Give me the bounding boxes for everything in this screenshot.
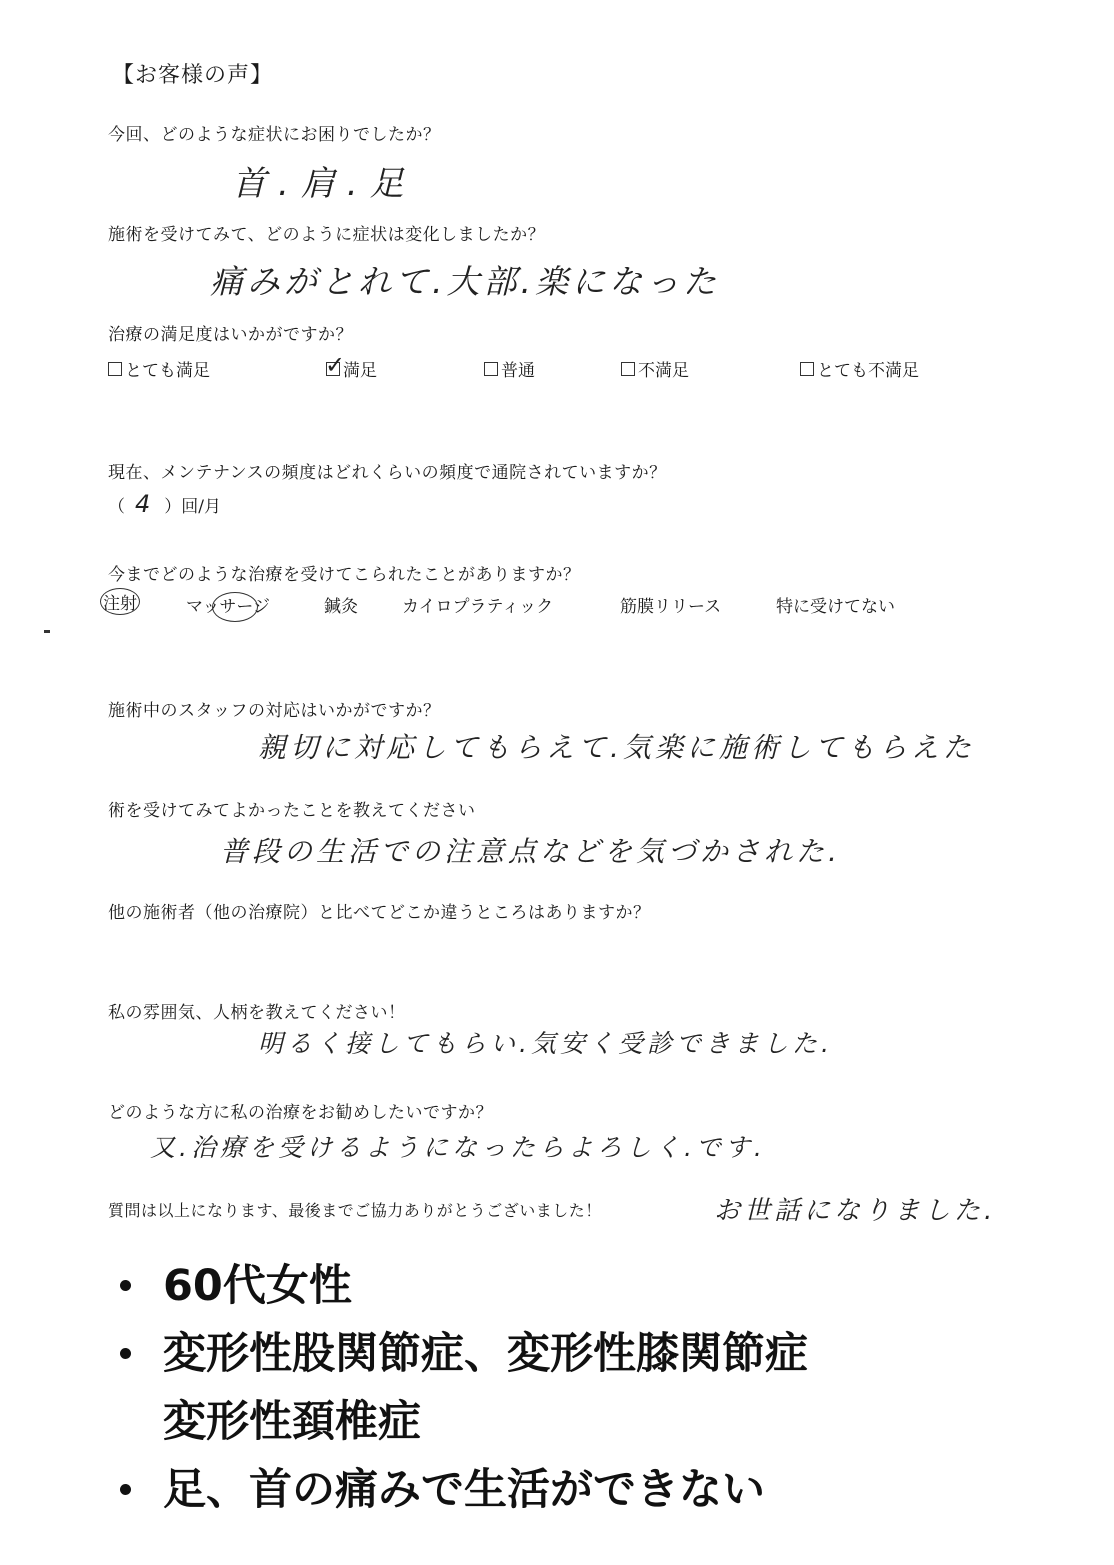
answer-good-points: 普段の生活での注意点などを気づかされた. [220, 835, 841, 868]
satisfaction-options [108, 350, 1008, 381]
question-recommend: どのような方に私の治療をお勧めしたいですか？ [108, 1103, 493, 1123]
question-past-treatments: 今までどのような治療を受けてこられたことがありますか？ [108, 565, 581, 585]
checkbox[interactable] [800, 362, 814, 376]
question-frequency: 現在、メンテナンスの頻度はどれくらいの頻度で通院されていますか？ [108, 463, 667, 483]
check-icon: ✓ [325, 350, 346, 379]
checkbox[interactable] [108, 362, 122, 376]
bullet-icon [120, 1280, 131, 1291]
treatment-option-injection[interactable]: 注射 [104, 592, 136, 611]
satisfaction-option-very-unsatisfied[interactable]: とても不満足 [800, 356, 919, 381]
question-staff: 施術中のスタッフの対応はいかがですか？ [108, 701, 441, 721]
frequency-answer: （ 4 ）回/月 [108, 490, 222, 518]
patient-summary [120, 1252, 808, 1524]
scan-speck [44, 630, 50, 633]
summary-item-diagnosis: 変形性股関節症、変形性膝関節症 [120, 1320, 808, 1388]
summary-item-complaint: 足、首の痛みで生活ができない [120, 1456, 808, 1524]
satisfaction-option-very-satisfied[interactable]: とても満足 [108, 356, 210, 381]
answer-atmosphere: 明るく接してもらい.気安く受診できました. [258, 1029, 833, 1058]
checkbox-checked[interactable] [325, 350, 346, 379]
closing-text: 質問は以上になります、最後までご協力ありがとうございました！ [108, 1201, 602, 1220]
massage-circle-mark [212, 592, 258, 622]
bullet-icon [120, 1348, 131, 1359]
treatment-option-fascia-release[interactable]: 筋膜リリース [620, 597, 722, 617]
frequency-value: 4 [135, 490, 155, 518]
satisfaction-option-normal[interactable]: 普通 [484, 356, 535, 381]
question-change: 施術を受けてみて、どのように症状は変化しましたか？ [108, 225, 546, 245]
treatment-option-none[interactable]: 特に受けてない [776, 597, 895, 617]
closing-note: お世話になりました. [714, 1196, 997, 1226]
question-comparison: 他の施術者（他の治療院）と比べてどこか違うところはありますか？ [108, 903, 651, 923]
form-heading: 【お客様の声】 [112, 63, 274, 88]
checkbox[interactable] [484, 362, 498, 376]
treatment-option-acupuncture[interactable]: 鍼灸 [324, 597, 358, 617]
summary-item-diagnosis-cont: 変形性頚椎症 [163, 1397, 421, 1447]
satisfaction-option-satisfied[interactable]: ✓ 満足 [325, 350, 377, 381]
answer-symptoms: 首.肩.足 [232, 164, 416, 204]
satisfaction-option-unsatisfied[interactable]: 不満足 [621, 356, 689, 381]
treatment-option-chiropractic[interactable]: カイロプラティック [402, 597, 554, 617]
question-good-points: 術を受けてみてよかったことを教えてください [108, 801, 476, 821]
treatment-option-massage[interactable]: マッサージ [186, 597, 270, 617]
bullet-icon [120, 1484, 131, 1495]
answer-staff: 親切に対応してもらえて.気楽に施術してもらえた [258, 731, 975, 764]
summary-item-age: 60代女性 [120, 1252, 808, 1320]
answer-recommend: 又.治療を受けるようになったらよろしく.です. [150, 1133, 766, 1162]
question-atmosphere: 私の雰囲気、人柄を教えてください！ [108, 1003, 406, 1023]
checkbox[interactable] [621, 362, 635, 376]
question-satisfaction: 治療の満足度はいかがですか？ [108, 325, 353, 345]
question-symptoms: 今回、どのような症状にお困りでしたか？ [108, 125, 441, 145]
answer-change: 痛みがとれて.大部.楽になった [210, 262, 720, 301]
